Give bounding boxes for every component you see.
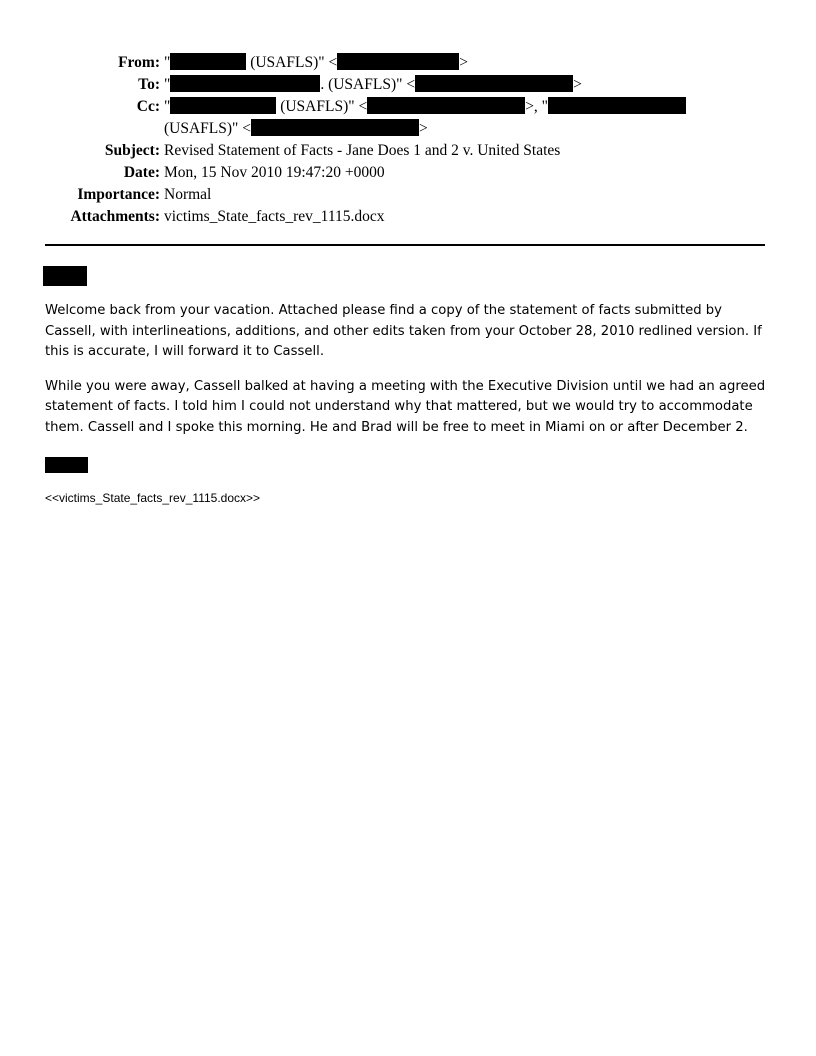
body-paragraph: While you were away, Cassell balked at having a meeting with the Executive Division until we had an agreed statement of facts. I told him I could not understand why that mattered, but we would try to accommodate them. Cassell and I spoke this morning. He and Brad will be free to meet in Miami on or after December 2. (45, 378, 766, 435)
date-value: Mon, 15 Nov 2010 19:47:20 +0000 (164, 164, 385, 181)
to-row (0, 74, 816, 96)
cc-close: > (418, 120, 428, 137)
subject-value: Revised Statement of Facts - Jane Does 1 and 2 v. United States (164, 142, 561, 159)
to-close: > (573, 76, 582, 93)
to-org: . (USAFLS)" < (320, 76, 416, 93)
redaction-box (251, 119, 419, 136)
email-body (45, 301, 775, 452)
attachments-label: Attachments: (70, 208, 160, 225)
cc-quote: " (164, 98, 171, 115)
to-value (164, 74, 724, 96)
date-label: Date: (123, 164, 160, 181)
cc-org-1: (USAFLS)" < (276, 98, 368, 115)
cc-org-2: (USAFLS)" < (164, 120, 251, 137)
header-divider (45, 244, 765, 246)
cc-label: Cc: (136, 98, 160, 115)
from-label: From: (118, 54, 160, 71)
importance-value: Normal (164, 186, 212, 203)
body-paragraph: Welcome back from your vacation. Attached please find a copy of the statement of facts submitted by Cassell, with interlineations, additions, and other edits taken from your October 28, 2010 redlined version. If this is accurate, I will forward it to Cassell. (45, 303, 762, 359)
redaction-box (367, 97, 525, 114)
to-quote: " (164, 76, 171, 93)
cc-row (0, 96, 816, 140)
importance-label: Importance: (77, 186, 160, 203)
from-org: (USAFLS)" < (246, 54, 338, 71)
redaction-box (415, 75, 573, 92)
to-label: To: (138, 76, 160, 93)
importance-row (0, 184, 816, 206)
attachments-row (0, 206, 816, 228)
salutation-redaction (43, 266, 87, 286)
redaction-box (170, 97, 276, 114)
email-header (0, 52, 816, 228)
redaction-box (170, 75, 320, 92)
redaction-box (548, 97, 686, 114)
cc-separator: >, " (525, 98, 549, 115)
redaction-box (337, 53, 459, 70)
from-quote: " (164, 54, 171, 71)
redaction-box (170, 53, 246, 70)
signature-redaction (45, 457, 88, 473)
date-row (0, 162, 816, 184)
from-row (0, 52, 816, 74)
from-close: > (459, 54, 468, 71)
from-value (164, 52, 724, 74)
cc-value (164, 96, 724, 140)
attachment-reference[interactable]: <<victims_State_facts_rev_1115.docx>> (45, 491, 261, 505)
subject-label: Subject: (104, 142, 160, 159)
subject-row (0, 140, 816, 162)
attachments-value[interactable]: victims_State_facts_rev_1115.docx (164, 208, 385, 225)
